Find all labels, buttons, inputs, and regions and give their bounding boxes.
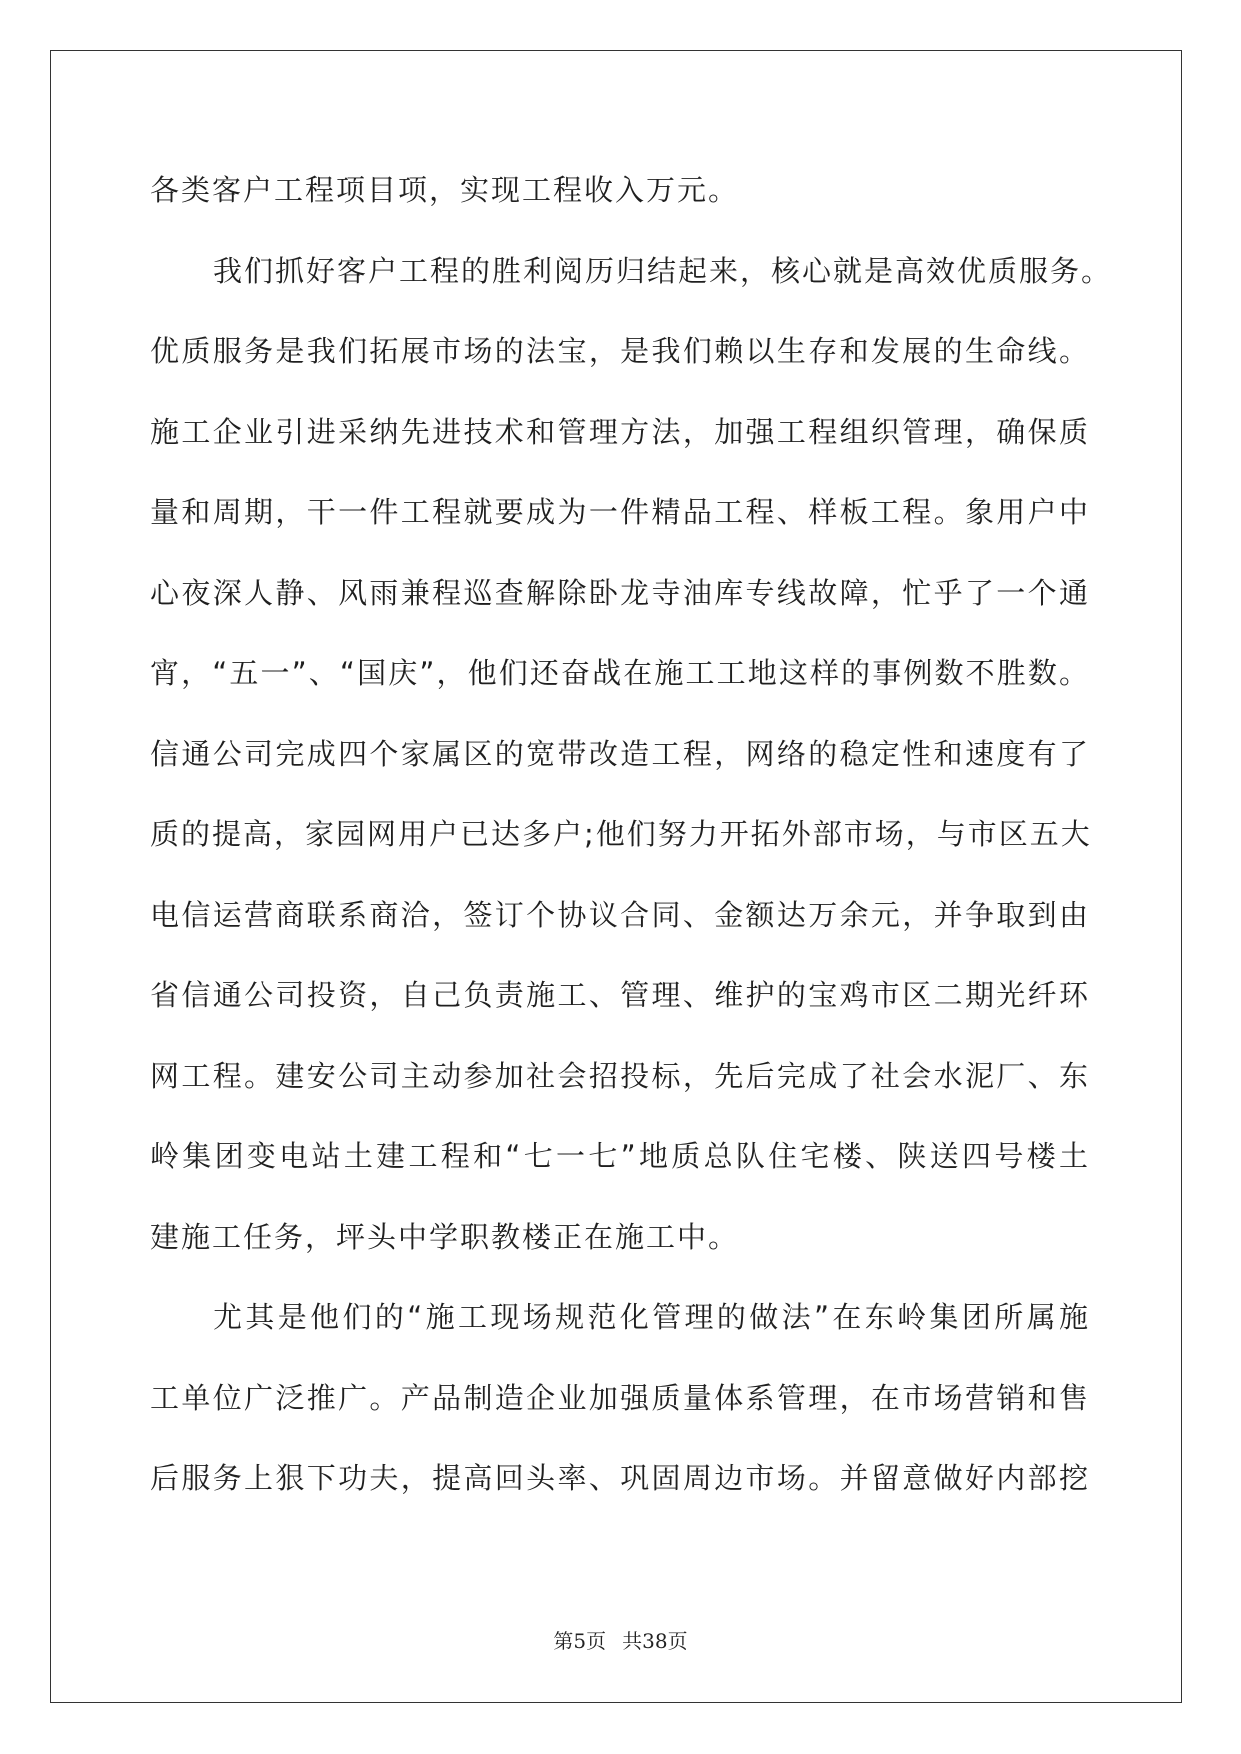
- document-body: [150, 150, 1113, 1519]
- text-line-3: 优质服务是我们拓展市场的法宝，是我们赖以生存和发展的生命线。: [150, 334, 1090, 368]
- text-line-14: 建施工任务，坪头中学职教楼正在施工中。: [150, 1219, 740, 1254]
- text-line-1: 各类客户工程项目项，实现工程收入万元。: [150, 173, 740, 207]
- text-line-8: 信通公司完成四个家属区的宽带改造工程，网络的稳定性和速度有了: [150, 736, 1090, 771]
- page-total: 共38页: [622, 1629, 688, 1653]
- text-line-15: 尤其是他们的“施工现场规范化管理的做法”在东岭集团所属施: [213, 1300, 1090, 1334]
- text-line-7: 宵，“五一”、“国庆”，他们还奋战在施工工地这样的事例数不胜数。: [150, 656, 1090, 690]
- text-line-16: 工单位广泛推广。产品制造企业加强质量体系管理，在市场营销和售: [150, 1380, 1090, 1415]
- page-footer: [0, 1625, 1241, 1654]
- text-line-6: 心夜深人静、风雨兼程巡查解除卧龙寺油库专线故障，忙乎了一个通: [150, 575, 1090, 610]
- text-line-5: 量和周期，干一件工程就要成为一件精品工程、样板工程。象用户中: [150, 495, 1090, 529]
- page-number: 第5页: [553, 1629, 607, 1653]
- text-line-4: 施工企业引进采纳先进技术和管理方法，加强工程组织管理，确保质: [150, 414, 1090, 449]
- text-line-12: 网工程。建安公司主动参加社会招投标，先后完成了社会水泥厂、东: [150, 1058, 1090, 1093]
- text-line-2: 我们抓好客户工程的胜利阅历归结起来，核心就是高效优质服务。: [213, 253, 1113, 288]
- text-line-10: 电信运营商联系商洽，签订个协议合同、金额达万余元，并争取到由: [150, 897, 1090, 932]
- text-line-9: 质的提高，家园网用户已达多户;他们努力开拓外部市场，与市区五大: [150, 817, 1092, 851]
- text-line-11: 省信通公司投资，自己负责施工、管理、维护的宝鸡市区二期光纤环: [150, 978, 1090, 1012]
- text-line-17: 后服务上狠下功夫，提高回头率、巩固周边市场。并留意做好内部挖: [150, 1461, 1090, 1495]
- text-line-13: 岭集团变电站土建工程和“七一七”地质总队住宅楼、陕送四号楼土: [150, 1139, 1090, 1173]
